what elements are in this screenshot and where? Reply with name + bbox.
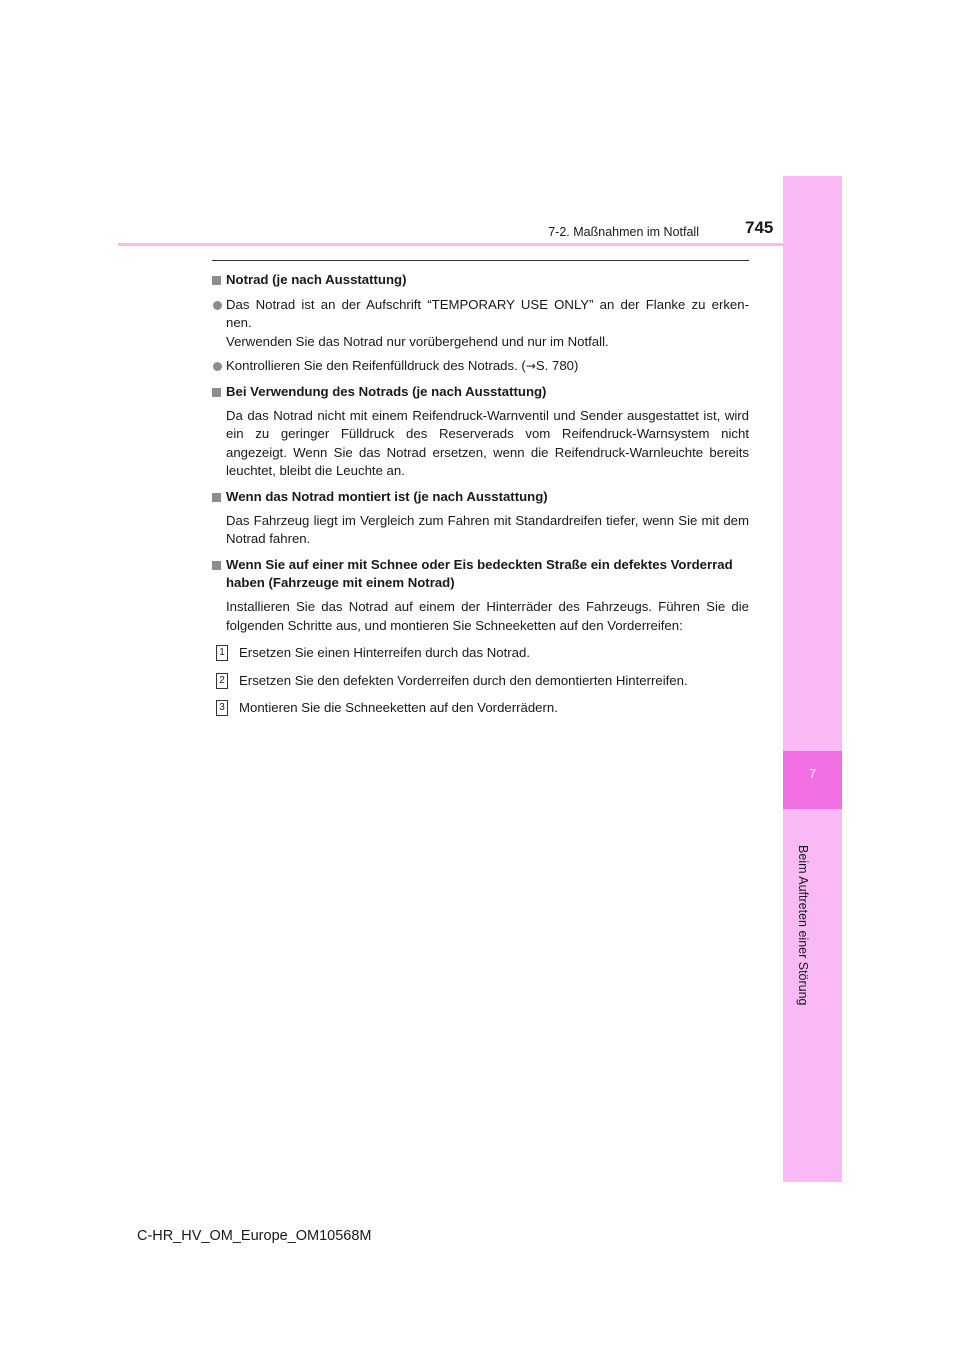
bullet-temporary-use: Das Notrad ist an der Aufschrift “TEMPORARY USE ONLY” an der Flanke zu erken- nen. Verwenden Sie das Notrad nur vorübergehend und nur im Notfall.	[212, 296, 749, 352]
square-bullet-icon	[212, 388, 221, 397]
page-reference: S. 780)	[535, 358, 579, 374]
page-number: 745	[745, 218, 774, 237]
paragraph-warnsystem: Da das Notrad nicht mit einem Reifendruck-Warnventil und Sender ausgestattet ist, wird ein zu geringer Fülldruck des Reserverads vom Reifendruck-Warnsystem nicht angezeigt. Wenn Sie das Notrad ersetzen, wenn die Reifendruck-Warnleuchte bereits leuchtet, bleibt die Leuchte an.	[226, 407, 749, 479]
bullet-check-pressure: Kontrollieren Sie den Reifenfülldruck des Notrads. (→S. 780)	[212, 357, 749, 376]
step-text: Ersetzen Sie den defekten Vorderreifen durch den demontierten Hinterreifen.	[239, 672, 688, 688]
step-text: Montieren Sie die Schneeketten auf den Vorderrädern.	[239, 700, 558, 716]
side-tab-upper	[783, 176, 842, 751]
step-text: Ersetzen Sie einen Hinterreifen durch das Notrad.	[239, 645, 531, 661]
step-number: 1	[216, 645, 228, 661]
round-bullet-icon	[213, 301, 222, 310]
step-number: 3	[216, 700, 228, 716]
step-item	[212, 644, 749, 663]
content-top-rule	[212, 260, 749, 261]
square-bullet-icon	[212, 493, 221, 502]
step-item	[212, 699, 749, 718]
step-number: 2	[216, 673, 228, 689]
chapter-title: Beim Auftreten einer Störung	[796, 845, 810, 1006]
heading-notrad: Notrad (je nach Ausstattung)	[212, 271, 749, 290]
square-bullet-icon	[212, 561, 221, 570]
page-content	[212, 264, 749, 718]
arrow-icon: →	[525, 359, 536, 374]
heading-notrad-montiert: Wenn das Notrad montiert ist (je nach Ausstattung)	[212, 488, 749, 507]
heading-schnee-eis: Wenn Sie auf einer mit Schnee oder Eis bedeckten Straße ein defektes Vorderrad haben (Fahrzeuge mit einem Notrad)	[212, 556, 749, 593]
section-title: 7-2. Maßnahmen im Notfall	[548, 225, 699, 239]
heading-verwendung-notrad: Bei Verwendung des Notrads (je nach Ausstattung)	[212, 383, 749, 402]
step-item	[212, 672, 749, 691]
square-bullet-icon	[212, 276, 221, 285]
header-divider	[118, 243, 842, 246]
footer-doc-id: C-HR_HV_OM_Europe_OM10568M	[137, 1228, 372, 1244]
round-bullet-icon	[213, 362, 222, 371]
chapter-number: 7	[808, 766, 817, 781]
side-tab-lower	[783, 809, 842, 1182]
paragraph-fahrzeug-tiefer: Das Fahrzeug liegt im Vergleich zum Fahren mit Standardreifen tiefer, wenn Sie mit dem Notrad fahren.	[226, 512, 749, 547]
paragraph-schneeketten: Installieren Sie das Notrad auf einem der Hinterräder des Fahrzeugs. Führen Sie die folgenden Schritte aus, und montieren Sie Schneeketten auf den Vorderreifen:	[226, 598, 749, 633]
